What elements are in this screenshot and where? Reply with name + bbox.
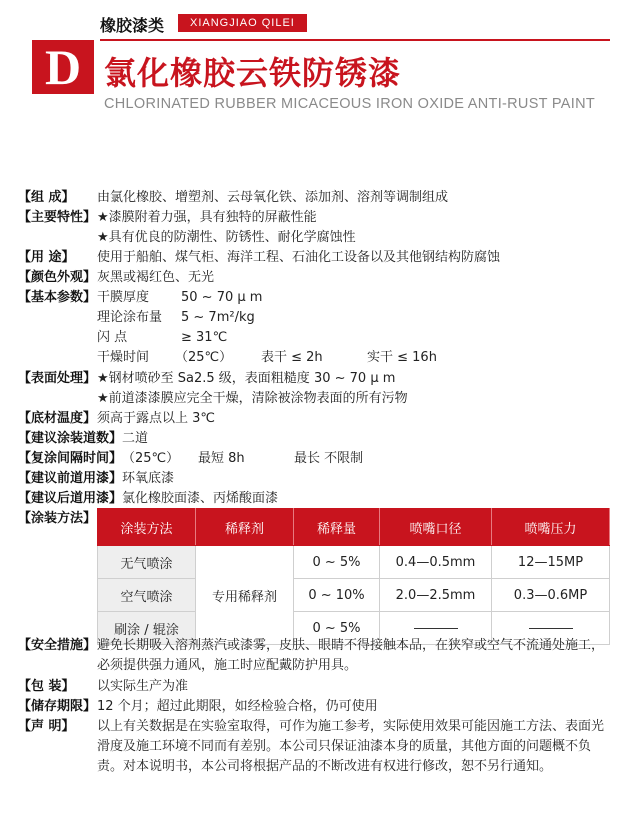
table-header-row: [98, 509, 610, 546]
table-header-cell: 喷嘴口径: [380, 509, 492, 546]
spec-label: 【主要特性】: [18, 210, 97, 225]
spec-method: [18, 509, 96, 529]
spec-value: 环氧底漆: [122, 471, 175, 486]
table-header-cell: 喷嘴压力: [492, 509, 610, 546]
application-table: [97, 508, 610, 645]
table-cell-method: 刷涂 / 辊涂: [98, 612, 196, 645]
spec-value: 氯化橡胶面漆、丙烯酸面漆: [122, 491, 279, 506]
spec-usage: [18, 248, 500, 268]
spec-label: 【储存期限】: [18, 699, 97, 714]
spec-value: 灰黑或褐红色、无光: [97, 270, 215, 285]
table-row: [98, 546, 610, 579]
spec-value: 使用于船舶、煤气柜、海洋工程、石油化工设备以及其他钢结构防腐蚀: [97, 250, 501, 265]
spec-surface-prep-line-2: ★前道漆漆膜应完全干燥，清除被涂物表面的所有污物: [97, 391, 408, 406]
spec-label: 【组 成】: [18, 190, 75, 205]
spec-substrate-temp: [18, 409, 215, 429]
spec-label: 【涂装方法】: [18, 511, 97, 526]
param-surface-dry: 表干 ≤ 2h: [261, 350, 323, 365]
recoat-min: 最短 8h: [198, 451, 245, 466]
spec-label: 【复涂间隔时间】: [18, 451, 123, 466]
recoat-max: 最长 不限制: [294, 451, 364, 466]
table-cell-amount: 0 ~ 5%: [294, 612, 380, 645]
spec-value: 二道: [122, 431, 149, 446]
param-dry-time-temp: （25℃）: [175, 350, 233, 365]
safety-text: 避免长期吸入溶剂蒸汽或漆雾，皮肤、眼睛不得接触本品，在狭窄或空气不流通处施工，必须提供强力通风，施工时应配戴防护用具。: [97, 638, 605, 673]
spec-pre-coat: [18, 469, 174, 489]
spec-post-coat: [18, 489, 278, 509]
param-flash-name: 闪 点: [97, 330, 128, 345]
spec-features: [18, 208, 317, 228]
table-header-cell: 涂装方法: [98, 509, 196, 546]
spec-storage: [18, 697, 378, 717]
param-hard-dry: 实干 ≤ 16h: [367, 350, 437, 365]
table-row: [98, 579, 610, 612]
table-cell-diluent: 专用稀释剂: [196, 546, 294, 645]
spec-label: 【底材温度】: [18, 411, 97, 426]
category-title: 橡胶漆类: [100, 16, 165, 35]
statement-text: 以上有关数据是在实验室取得，可作为施工参考，实际使用效果可能因施工方法、表面光滑度及施工环境不同而有差别。本公司只保证油漆本身的质量，其他方面的问题概不负责。对本说明书，本公司将根据产品的不断改进有权进行修改，恕不另行通知。: [97, 719, 605, 774]
spec-label: 【建议后道用漆】: [18, 491, 123, 506]
spec-label: 【颜色外观】: [18, 270, 97, 285]
header-divider: [100, 39, 610, 41]
param-dry-time: [97, 348, 437, 368]
table-cell-method: 无气喷涂: [98, 546, 196, 579]
param-coverage-name: 理论涂布量: [97, 310, 163, 325]
table-header-cell: 稀释量: [294, 509, 380, 546]
table-cell-pressure: 12—15MP: [492, 546, 610, 579]
param-coverage: [97, 308, 255, 328]
spec-value: 12 个月；超过此期限，如经检验合格，仍可使用: [97, 699, 378, 714]
param-coverage-value: 5 ~ 7m²/kg: [181, 310, 255, 325]
spec-appearance: [18, 268, 214, 288]
dash-mark: [529, 628, 573, 629]
table-cell-method: 空气喷涂: [98, 579, 196, 612]
param-flash: [97, 328, 227, 348]
table-cell-pressure: 0.3—0.6MP: [492, 579, 610, 612]
table-cell-nozzle: 2.0—2.5mm: [380, 579, 492, 612]
table-cell-amount: 0 ~ 5%: [294, 546, 380, 579]
safety-label: 【安全措施】: [18, 638, 97, 653]
param-dry-film-name: 干膜厚度: [97, 290, 150, 305]
spec-composition: [18, 188, 448, 208]
param-dry-film-value: 50 ~ 70 μ m: [181, 290, 263, 305]
spec-surface-prep: [18, 369, 395, 389]
spec-label: 【建议涂装道数】: [18, 431, 123, 446]
recoat-temp: （25℃）: [122, 451, 180, 466]
spec-label: 【建议前道用漆】: [18, 471, 123, 486]
spec-features-line-2: ★具有优良的防潮性、防锈性、耐化学腐蚀性: [97, 230, 356, 245]
product-english-title: CHLORINATED RUBBER MICACEOUS IRON OXIDE ANTI-RUST PAINT: [104, 96, 596, 112]
statement-block: [18, 717, 608, 777]
table-cell-amount: 0 ~ 10%: [294, 579, 380, 612]
category-pinyin-badge: XIANGJIAO QILEI: [178, 14, 307, 32]
spec-coats: [18, 429, 148, 449]
spec-parameters: [18, 288, 262, 308]
product-title: 氯化橡胶云铁防锈漆: [104, 54, 402, 92]
spec-label: 【表面处理】: [18, 371, 97, 386]
spec-label: 【包 装】: [18, 679, 75, 694]
param-flash-value: ≥ 31℃: [181, 330, 228, 345]
table-cell-nozzle: 0.4—0.5mm: [380, 546, 492, 579]
section-letter-badge: D: [32, 40, 94, 94]
safety-block: [18, 636, 608, 676]
param-dry-time-name: 干燥时间: [97, 350, 150, 365]
spec-label: 【基本参数】: [18, 290, 97, 305]
statement-label: 【声 明】: [18, 719, 75, 734]
spec-recoat: [18, 449, 363, 469]
table-header-cell: 稀释剂: [196, 509, 294, 546]
spec-value: 须高于露点以上 3℃: [97, 411, 216, 426]
spec-value: ★钢材喷砂至 Sa2.5 级，表面粗糙度 30 ~ 70 μ m: [97, 371, 396, 386]
dash-mark: [414, 628, 458, 629]
spec-label: 【用 途】: [18, 250, 75, 265]
spec-value: 以实际生产为准: [97, 679, 189, 694]
spec-value: ★漆膜附着力强，具有独特的屏蔽性能: [97, 210, 317, 225]
spec-packaging: [18, 677, 188, 697]
spec-value: 由氯化橡胶、增塑剂、云母氧化铁、添加剂、溶剂等调制组成: [97, 190, 449, 205]
